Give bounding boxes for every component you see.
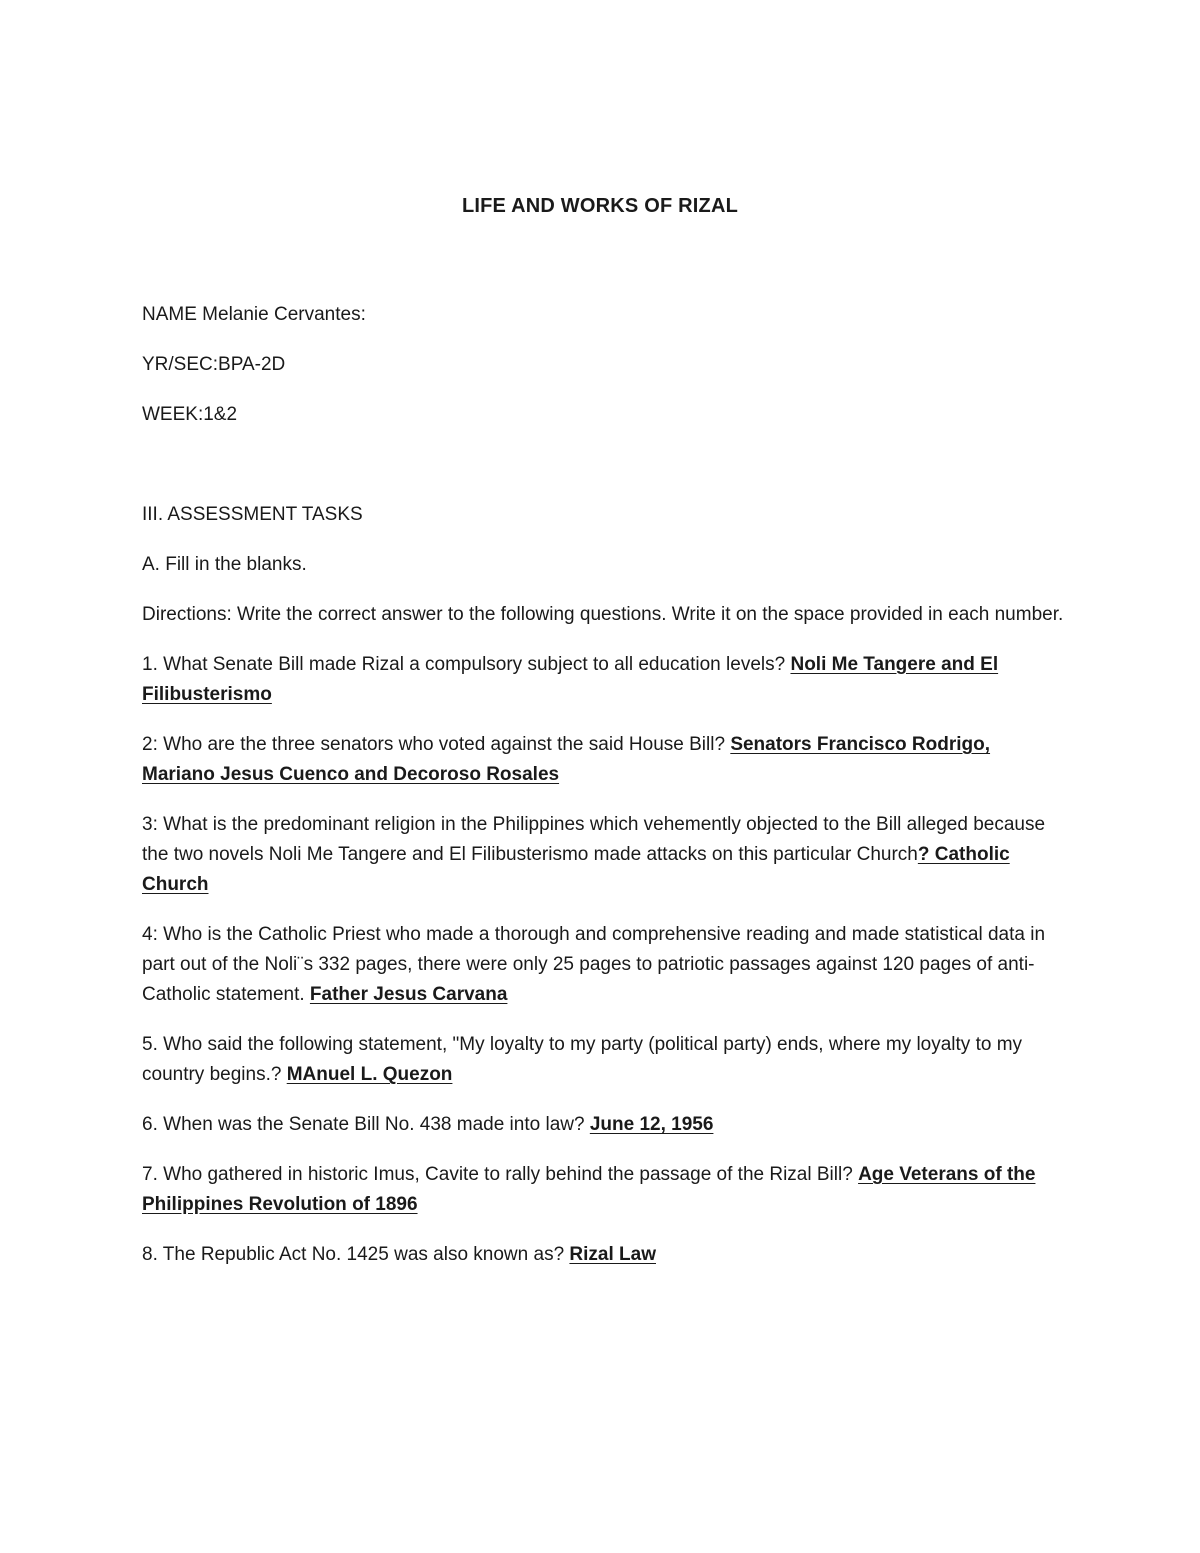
question-item [142,1160,1067,1220]
question-answer: Age Veterans of the Philippines Revolution of 1896 [142,1164,1036,1215]
document-body [142,300,1067,1290]
question-answer: Rizal Law [569,1244,656,1265]
question-text: Who said the following statement, "My loyalty to my party (political party) ends, where my loyalty to my country begins.? [142,1034,1023,1085]
question-item [142,730,1067,790]
question-number: 1. [142,654,158,675]
question-item [142,920,1067,1010]
question-item [142,1110,1067,1140]
document-title: LIFE AND WORKS OF RIZAL [461,195,739,217]
part-label: A. Fill in the blanks. [142,554,307,575]
question-text: Who are the three senators who voted against the said House Bill? [157,734,731,755]
question-number: 6. [142,1114,158,1135]
question-item [142,650,1067,710]
question-answer: Senators Francisco Rodrigo, Mariano Jesus Cuenco and Decoroso Rosales [142,734,991,785]
question-item [142,810,1067,900]
question-number: 7. [142,1164,158,1185]
year-section-line: YR/SEC:BPA-2D [142,354,286,375]
question-answer: ? Catholic Church [142,844,1010,895]
question-text: The Republic Act No. 1425 was also known as? [157,1244,570,1265]
question-item [142,1240,1067,1270]
question-answer: MAnuel L. Quezon [286,1064,453,1085]
question-item [142,1030,1067,1090]
directions: Directions: Write the correct answer to the following questions. Write it on the space provided in each number. [142,604,1064,625]
question-text: Who gathered in historic Imus, Cavite to rally behind the passage of the Rizal Bill? [157,1164,859,1185]
question-number: 2: [142,734,158,755]
question-text: What Senate Bill made Rizal a compulsory subject to all education levels? [157,654,791,675]
question-answer: Noli Me Tangere and El Filibusterismo [142,654,999,705]
question-number: 5. [142,1034,158,1055]
section-heading: III. ASSESSMENT TASKS [142,504,363,525]
question-number: 3: [142,814,158,835]
question-number: 8. [142,1244,158,1265]
name-line: NAME Melanie Cervantes: [142,304,366,325]
question-text: Who is the Catholic Priest who made a thorough and comprehensive reading and made statistical data in part out of the Noli¨s 332 pages, there were only 25 pages to patriotic passages against 120 pages of anti-Catholic statement. [142,924,1046,1005]
week-line: WEEK:1&2 [142,404,238,425]
question-answer: Father Jesus Carvana [309,984,508,1005]
question-answer: June 12, 1956 [589,1114,714,1135]
question-text: When was the Senate Bill No. 438 made into law? [157,1114,590,1135]
question-text: What is the predominant religion in the Philippines which vehemently objected to the Bill alleged because the two novels Noli Me Tangere and El Filibusterismo made attacks on this particular Church [142,814,1046,865]
question-number: 4: [142,924,158,945]
